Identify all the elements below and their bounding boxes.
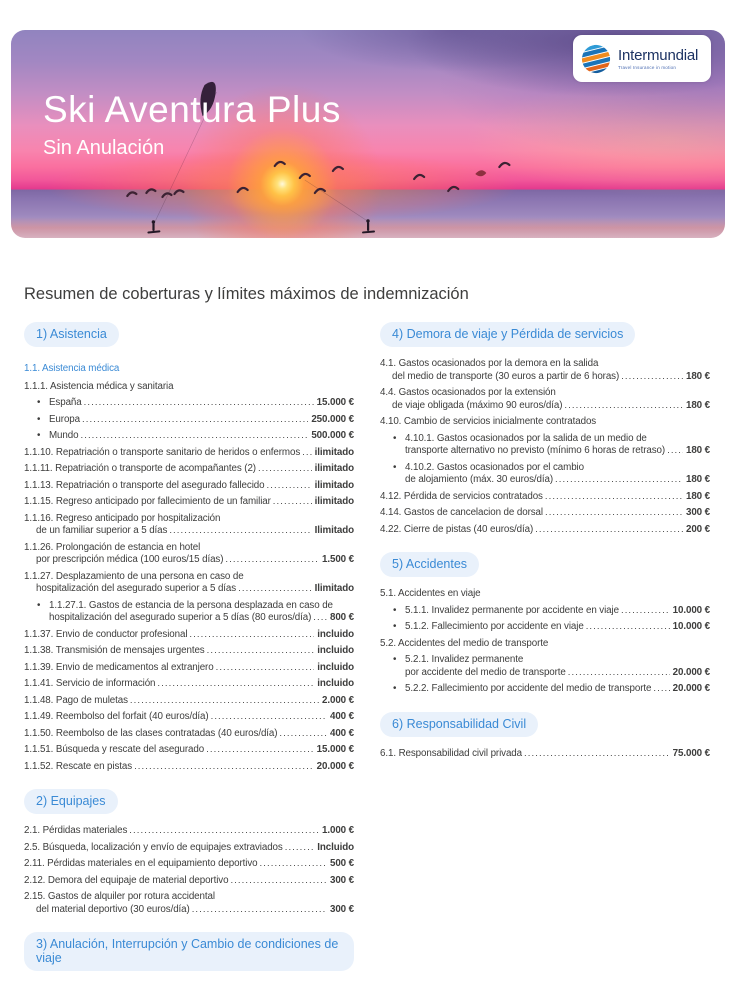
section-badge: 3) Anulación, Interrupción y Cambio de condiciones de viaje [24, 932, 354, 971]
coverage-label: 1.1.27. Desplazamiento de una persona en caso de [24, 570, 244, 582]
coverage-value: incluido [317, 628, 354, 640]
coverage-value: 180 € [685, 370, 710, 382]
dotted-leader [225, 554, 319, 567]
plan-title: Ski Aventura Plus [43, 89, 341, 130]
coverage-label: 1.1.51. Búsqueda y rescate del asegurado [24, 744, 205, 755]
coverage-value: Ilimitado [314, 583, 354, 594]
coverage-row [24, 761, 354, 774]
coverage-text [380, 638, 710, 651]
coverage-value: incluido [317, 645, 354, 656]
coverage-row [24, 744, 354, 757]
section-badge: 4) Demora de viaje y Pérdida de servicios [380, 322, 635, 347]
coverage-value: 180 € [685, 399, 710, 411]
column-1 [24, 322, 354, 998]
coverage-row [24, 678, 354, 691]
coverage-row [24, 875, 354, 888]
dotted-leader [545, 491, 683, 504]
coverage-label: por accidente del medio de transporte [405, 666, 566, 678]
dotted-leader [564, 400, 683, 413]
coverage-label: • España [49, 397, 82, 408]
coverage-row [24, 858, 354, 871]
coverage-row [24, 842, 354, 855]
coverage-label: 4.10. Cambio de servicios inicialmente contratados [380, 416, 597, 427]
coverage-value: ilimitado [314, 479, 354, 491]
coverage-label: 2.11. Pérdidas materiales en el equipamiento deportivo [24, 858, 258, 869]
coverage-value: Incluido [317, 841, 354, 853]
coverage-label: 2.12. Demora del equipaje de material deportivo [24, 874, 229, 886]
dotted-leader [653, 683, 669, 696]
coverage-row [380, 507, 710, 520]
coverage-row [24, 629, 354, 642]
coverage-section [380, 322, 710, 536]
dotted-leader [216, 662, 315, 675]
coverage-row [380, 462, 710, 487]
coverage-value: 300 € [685, 507, 710, 518]
coverage-text [380, 588, 710, 601]
coverage-value: 15.000 € [316, 744, 354, 755]
coverage-label: 1.1.11. Repatriación o transporte de acompañantes (2) [24, 463, 256, 474]
coverage-value: 10.000 € [672, 604, 710, 616]
coverage-label: 6.1. Responsabilidad civil privada [380, 747, 523, 759]
coverage-label: • 5.1.2. Fallecimiento por accidente en viaje [405, 621, 584, 632]
coverage-label: 4.14. Gastos de cancelacion de dorsal [380, 507, 543, 518]
coverage-value: 1.500 € [322, 554, 354, 565]
coverage-value: 180 € [685, 490, 710, 502]
coverage-row [380, 387, 710, 412]
coverage-row [24, 728, 354, 741]
coverage-label: 2.15. Gastos de alquiler por rotura accidental [24, 891, 215, 902]
coverage-row [380, 605, 710, 618]
coverage-label: hospitalización del asegurado superior a 5 días [36, 583, 237, 594]
coverage-value: 75.000 € [672, 747, 710, 759]
coverage-label: 1.1.38. Transmisión de mensajes urgentes [24, 645, 205, 656]
coverage-row [24, 463, 354, 476]
coverage-label: • 4.10.1. Gastos ocasionados por la salida de un medio de [405, 432, 647, 444]
coverage-label: de alojamiento (máx. 30 euros/día) [405, 474, 553, 485]
coverage-row [24, 695, 354, 708]
coverage-row [24, 430, 354, 443]
coverage-value: 250.000 € [311, 413, 354, 425]
coverage-value: 500.000 € [311, 430, 354, 441]
dotted-leader [206, 744, 314, 757]
coverage-row [380, 433, 710, 458]
dotted-leader [130, 695, 319, 708]
coverage-row [380, 654, 710, 679]
coverage-label: 2.1. Pérdidas materiales [24, 825, 128, 836]
dotted-leader [207, 645, 315, 658]
coverage-value: 2.000 € [322, 694, 354, 706]
page-title: Resumen de coberturas y límites máximos de indemnización [24, 285, 469, 303]
coverage-row [24, 480, 354, 493]
dotted-leader [157, 678, 314, 691]
dotted-leader [260, 858, 327, 871]
coverage-row [24, 447, 354, 460]
section-badge: 6) Responsabilidad Civil [380, 712, 538, 737]
coverage-value: 500 € [329, 858, 354, 869]
coverage-label: 5.2. Accidentes del medio de transporte [380, 637, 549, 649]
coverage-row [380, 358, 710, 383]
coverage-row [24, 571, 354, 596]
coverage-section [380, 552, 710, 696]
coverage-label: • Europa [49, 413, 80, 425]
logo-wordmark: Intermundial [618, 46, 699, 64]
coverage-value: 800 € [329, 612, 354, 623]
coverage-label: 1.1.41. Servicio de información [24, 678, 156, 689]
dotted-leader [80, 430, 308, 443]
dotted-leader [238, 583, 312, 596]
coverage-row [24, 825, 354, 838]
coverage-label: • 4.10.2. Gastos ocasionados por el cambio [405, 461, 584, 473]
dotted-leader [134, 761, 314, 774]
coverage-label: • 5.2.2. Fallecimiento por accidente del medio de transporte [405, 683, 652, 694]
dotted-leader [258, 463, 312, 476]
dotted-leader [555, 474, 683, 487]
coverage-value: 1.000 € [322, 825, 354, 836]
dotted-leader [211, 711, 327, 724]
dotted-leader [82, 414, 308, 427]
dotted-leader [230, 875, 327, 888]
coverage-value: ilimitado [314, 446, 354, 458]
coverage-section [24, 789, 354, 916]
coverage-label: por prescripción médica (100 euros/15 días) [36, 554, 224, 565]
dotted-leader [189, 629, 314, 642]
coverage-row [380, 491, 710, 504]
dotted-leader [524, 748, 670, 761]
plan-subtitle: Sin Anulación [43, 137, 165, 159]
coverage-text [24, 381, 354, 394]
section-badge: 2) Equipajes [24, 789, 118, 814]
coverage-value: 20.000 € [672, 666, 710, 678]
section-badge: 1) Asistencia [24, 322, 119, 347]
coverage-value: 400 € [329, 727, 354, 739]
coverage-label: 2.5. Búsqueda, localización y envío de equipajes extraviados [24, 841, 283, 853]
coverage-value: 180 € [685, 474, 710, 485]
dotted-leader [279, 728, 327, 741]
coverage-label: 4.12. Pérdida de servicios contratados [380, 490, 543, 502]
coverage-label: 1.1.16. Regreso anticipado por hospitalización [24, 512, 221, 524]
coverage-label: 1.1.39. Envio de medicamentos al extranjero [24, 661, 214, 673]
coverage-value: 20.000 € [672, 683, 710, 694]
coverage-row [24, 600, 354, 625]
coverage-label: • 1.1.27.1. Gastos de estancia de la persona desplazada en caso de [49, 599, 333, 611]
coverage-value: 180 € [685, 445, 710, 456]
coverage-label: 5.1. Accidentes en viaje [380, 588, 481, 599]
dotted-leader [285, 842, 315, 855]
coverage-value: 15.000 € [316, 397, 354, 408]
coverage-row [380, 524, 710, 537]
coverage-label: de viaje obligada (máximo 90 euros/día) [392, 399, 563, 411]
coverage-row [24, 414, 354, 427]
coverage-row [24, 542, 354, 567]
coverage-label: transporte alternativo no previsto (mínimo 6 horas de retraso) [405, 445, 666, 456]
coverage-value: ilimitado [314, 496, 354, 507]
dotted-leader [302, 447, 311, 460]
coverage-label: del material deportivo (30 euros/día) [36, 903, 190, 915]
coverage-label: 1.1. Asistencia médica [24, 363, 120, 374]
dotted-leader [273, 496, 312, 509]
coverage-label: del medio de transporte (30 euros a partir de 6 horas) [392, 370, 620, 382]
coverage-value: 300 € [329, 874, 354, 886]
coverage-subheading [24, 363, 354, 376]
coverage-section [24, 322, 354, 773]
coverage-value: 200 € [685, 523, 710, 535]
dotted-leader [621, 605, 670, 618]
dotted-leader [192, 904, 327, 917]
logo-text [618, 48, 698, 70]
coverage-value: 20.000 € [316, 760, 354, 772]
coverage-label: 1.1.52. Rescate en pistas [24, 760, 133, 772]
coverage-row [24, 711, 354, 724]
coverage-row [380, 621, 710, 634]
coverage-label: hospitalización del asegurado superior a 5 días (80 euros/día) [49, 612, 312, 623]
columns [0, 322, 736, 998]
coverage-row [380, 748, 710, 761]
dotted-leader [568, 667, 670, 680]
coverage-row [24, 645, 354, 658]
coverage-label: 1.1.15. Regreso anticipado por fallecimiento de un familiar [24, 496, 271, 507]
coverage-section [380, 712, 710, 761]
section-badge: 5) Accidentes [380, 552, 479, 577]
coverage-value: incluido [317, 661, 354, 673]
intermundial-globe-icon [581, 44, 611, 74]
coverage-label: 1.1.1. Asistencia médica y sanitaria [24, 380, 174, 392]
logo-tagline: Travel Insurance in motion [618, 64, 677, 70]
coverage-label: 4.22. Cierre de pistas (40 euros/día) [380, 523, 534, 535]
dotted-leader [169, 525, 311, 538]
document-page [0, 30, 736, 998]
coverage-label: de un familiar superior a 5 días [36, 525, 168, 536]
coverage-label: 1.1.26. Prolongación de estancia en hotel [24, 541, 201, 553]
coverage-label: • 5.2.1. Invalidez permanente [405, 654, 524, 665]
coverage-label: 1.1.13. Repatriación o transporte del asegurado fallecido [24, 479, 265, 491]
dotted-leader [621, 371, 683, 384]
dotted-leader [535, 524, 683, 537]
dotted-leader [266, 480, 311, 493]
dotted-leader [84, 397, 314, 410]
coverage-value: 10.000 € [672, 621, 710, 632]
coverage-row [24, 496, 354, 509]
intermundial-logo [573, 35, 711, 82]
coverage-label: • Mundo [49, 430, 79, 441]
dotted-leader [667, 445, 683, 458]
coverage-row [24, 662, 354, 675]
coverage-value: 400 € [329, 711, 354, 722]
coverage-value: ilimitado [314, 463, 354, 474]
coverage-label: 1.1.49. Reembolso del forfait (40 euros/día) [24, 711, 209, 722]
coverage-value: 300 € [329, 903, 354, 915]
dotted-leader [545, 507, 683, 520]
coverage-label: 4.4. Gastos ocasionados por la extensión [380, 387, 556, 398]
dotted-leader [129, 825, 319, 838]
coverage-row [24, 513, 354, 538]
hero-banner [11, 30, 725, 238]
column-2 [380, 322, 710, 998]
coverage-text [380, 416, 710, 429]
hero-text [43, 90, 341, 160]
coverage-label: 1.1.48. Pago de muletas [24, 694, 128, 706]
coverage-label: • 5.1.1. Invalidez permanente por accidente en viaje [405, 604, 619, 616]
coverage-value: incluido [317, 678, 354, 689]
dotted-leader [313, 612, 327, 625]
coverage-value: Ilimitado [314, 525, 354, 536]
coverage-row [380, 683, 710, 696]
coverage-section [24, 932, 354, 982]
coverage-label: 4.1. Gastos ocasionados por la demora en la salida [380, 358, 599, 369]
dotted-leader [586, 621, 670, 634]
coverage-label: 1.1.10. Repatriación o transporte sanitario de heridos o enfermos [24, 446, 301, 458]
coverage-label: 1.1.37. Envio de conductor profesional [24, 628, 188, 640]
coverage-label: 1.1.50. Reembolso de las clases contratadas (40 euros/día) [24, 727, 278, 739]
coverage-row [24, 397, 354, 410]
